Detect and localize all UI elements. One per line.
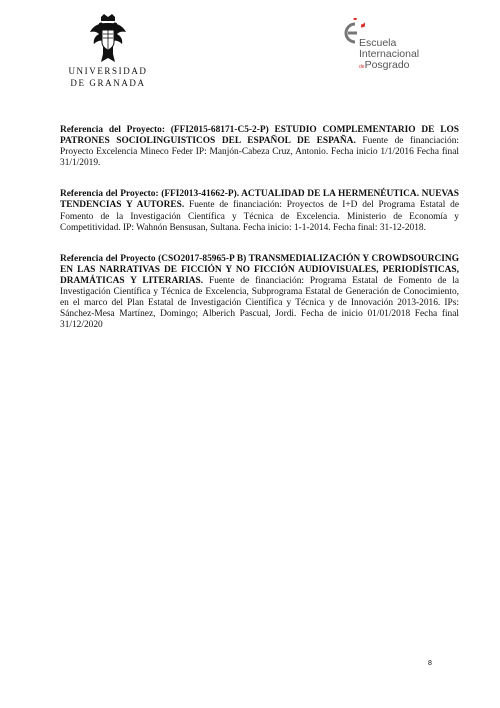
reference-body-3: Fuente de financiación: Programa Estatal de Fomento de la Investigación Científica y Técnica de Excelencia, Subprograma Estatal de Generación de Conocimiento, en el marco del Plan Estatal de Investigación Científica y Técnica y de Innovación 2013-2016. IPs: Sánchez-Mesa Martínez, Domingo; Alberich Pascual, Jordi. Fecha de inicio 01/01/2018 Fecha final 31/12/2020 bbox=[60, 275, 460, 331]
reference-title-2: Referencia del Proyecto: (FFI2013-41662-P). ACTUALIDAD DE LA HERMENÉUTICA. NUEVAS TENDENCIAS Y AUTORES. bbox=[60, 189, 459, 211]
page-header bbox=[0, 0, 500, 100]
reference-body-2: Fuente de financiación: Proyectos de I+D del Programa Estatal de Fomento de la Investigación Científica y Técnica de Excelencia. Ministerio de Economía y Competitividad. IP: Wahnón Bensusan, Sultana. Fecha inicio: 1-1-2014. Fecha final: 31-12-2018. bbox=[60, 200, 460, 233]
escuela-posgrado-logo bbox=[335, 18, 445, 74]
reference-paragraph-1 bbox=[60, 125, 459, 169]
escuela-small-de: de bbox=[359, 64, 365, 70]
escuela-line3: Posgrado bbox=[364, 59, 410, 71]
university-logo bbox=[62, 14, 154, 88]
university-name-line1: UNIVERSIDAD bbox=[68, 66, 148, 76]
reference-title-1: Referencia del Proyecto: (FFI2015-68171-C5-2-P) ESTUDIO COMPLEMENTARIO DE LOS PATRONES SOCIOLINGUISTICOS DEL ESPAÑOL DE ESPAÑA. bbox=[60, 125, 459, 147]
document-body bbox=[60, 125, 459, 351]
reference-paragraph-2 bbox=[60, 189, 459, 233]
university-crest-icon bbox=[88, 14, 128, 64]
escuela-line1: Escuela bbox=[359, 37, 397, 49]
reference-paragraph-3 bbox=[60, 254, 459, 332]
university-name-line2: DE GRANADA bbox=[70, 78, 146, 88]
page-number: 8 bbox=[428, 660, 432, 667]
reference-body-1: Fuente de financiación: Proyecto Excelencia Mineco Feder IP: Manjón-Cabeza Cruz, Antonio. Fecha inicio 1/1/2016 Fecha final 31/1/2019. bbox=[60, 136, 459, 169]
escuela-line2: Internacional bbox=[359, 48, 420, 60]
reference-title-3: Referencia del Proyecto (CSO2017-85965-P B) TRANSMEDIALIZACIÓN Y CROWDSOURCING EN LAS NARRATIVAS DE FICCIÓN Y NO FICCIÓN AUDIOVISUALES, PERIODÍSTICAS, DRAMÁTICAS Y LITERARIAS. bbox=[60, 253, 459, 286]
